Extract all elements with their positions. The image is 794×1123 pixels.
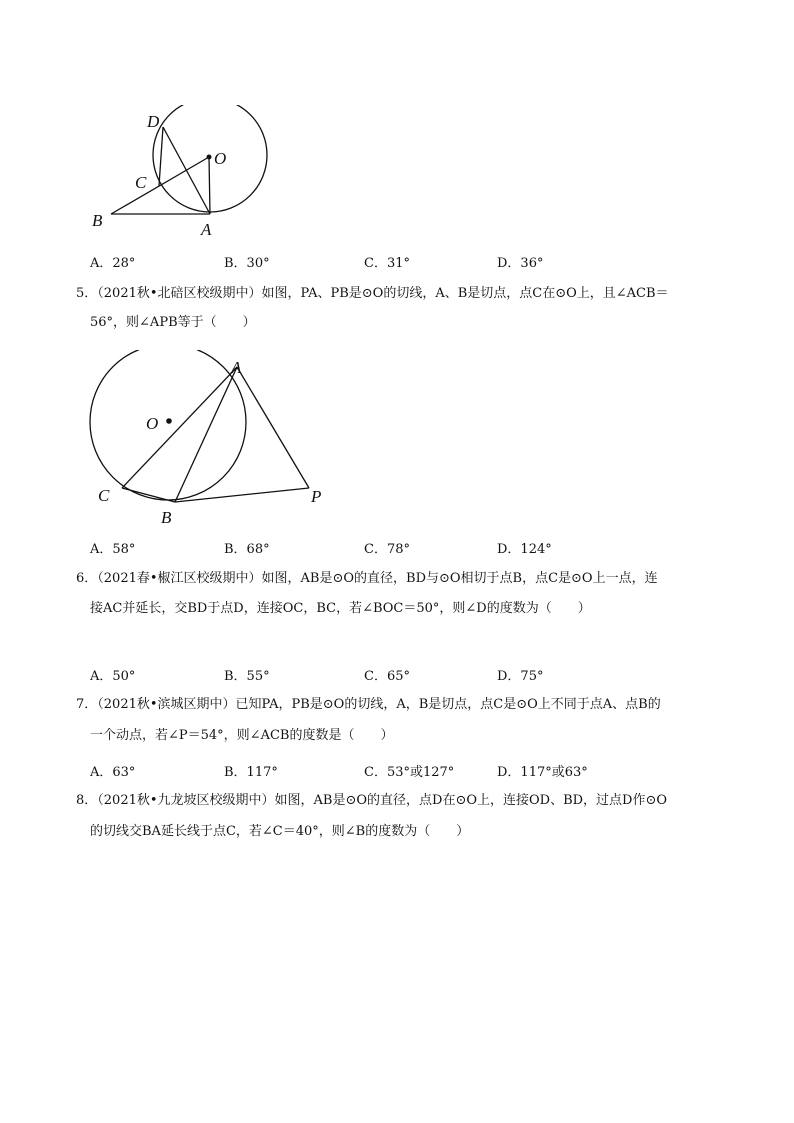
q4-segment-DC [159,127,163,186]
q6-option-a: A．50° [90,669,136,684]
q7-option-c: C．53°或127° [364,765,455,780]
q4-label-A: A [201,220,212,239]
q5-option-d: D．124° [497,542,552,557]
q4-figure [80,105,290,240]
q4-option-a: A．28° [90,256,136,271]
q6-text-line2: 接AC并延长，交BD于点D，连接OC，BC，若∠BOC＝50°，则∠D的度数为（ ） [90,601,591,616]
q5-segment-CA [122,367,237,488]
q4-option-d: D．36° [497,256,544,271]
q7-text-line1: 7．（2021秋•滨城区期中）已知PA，PB是⊙O的切线，A，B是切点，点C是⊙O上不同于点A、点B的 [76,697,661,712]
q5-circle [90,350,246,500]
q5-label-O: O [146,414,159,433]
q5-segment-AP [237,367,309,488]
q4-label-D: D [147,112,160,131]
q5-label-B: B [161,508,172,527]
q5-segment-CB [122,488,175,502]
q4-point-O [207,155,212,160]
q4-label-C: C [135,173,147,192]
q5-label-C: C [98,486,110,505]
q4-option-b: B．30° [224,256,270,271]
q4-option-c: C．31° [364,256,410,271]
q5-segment-BA [175,367,237,502]
q5-text-line1: 5．（2021秋•北碚区校级期中）如图，PA、PB是⊙O的切线，A、B是切点，点C在⊙O上，且∠ACB＝ [76,286,669,301]
q5-option-b: B．68° [224,542,270,557]
q7-option-a: A．63° [90,765,136,780]
q4-segment-OA [209,157,210,214]
q5-label-A: A [231,358,242,377]
q4-segment-DA [163,127,210,214]
q5-point-O [166,418,172,424]
q5-option-a: A．58° [90,542,136,557]
q7-option-b: B．117° [224,765,278,780]
q6-option-d: D．75° [497,669,544,684]
q6-option-b: B．55° [224,669,270,684]
q6-text-line1: 6．（2021春•椒江区校级期中）如图，AB是⊙O的直径，BD与⊙O相切于点B，点C是⊙O上一点，连 [76,571,658,586]
q7-option-d: D．117°或63° [497,765,588,780]
q5-option-c: C．78° [364,542,410,557]
q6-option-c: C．65° [364,669,410,684]
q5-figure [80,350,340,530]
q5-label-P: P [311,487,322,506]
q4-label-B: B [92,211,103,230]
q5-text-line2: 56°，则∠APB等于（ ） [90,315,256,330]
q7-text-line2: 一个动点，若∠P＝54°，则∠ACB的度数是（ ） [90,728,394,743]
q4-label-O: O [214,149,227,168]
q8-text-line2: 的切线交BA延长线于点C，若∠C＝40°，则∠B的度数为（ ） [90,824,470,839]
q8-text-line1: 8．（2021秋•九龙坡区校级期中）如图，AB是⊙O的直径，点D在⊙O上，连接OD、BD，过点D作⊙O [76,793,668,808]
